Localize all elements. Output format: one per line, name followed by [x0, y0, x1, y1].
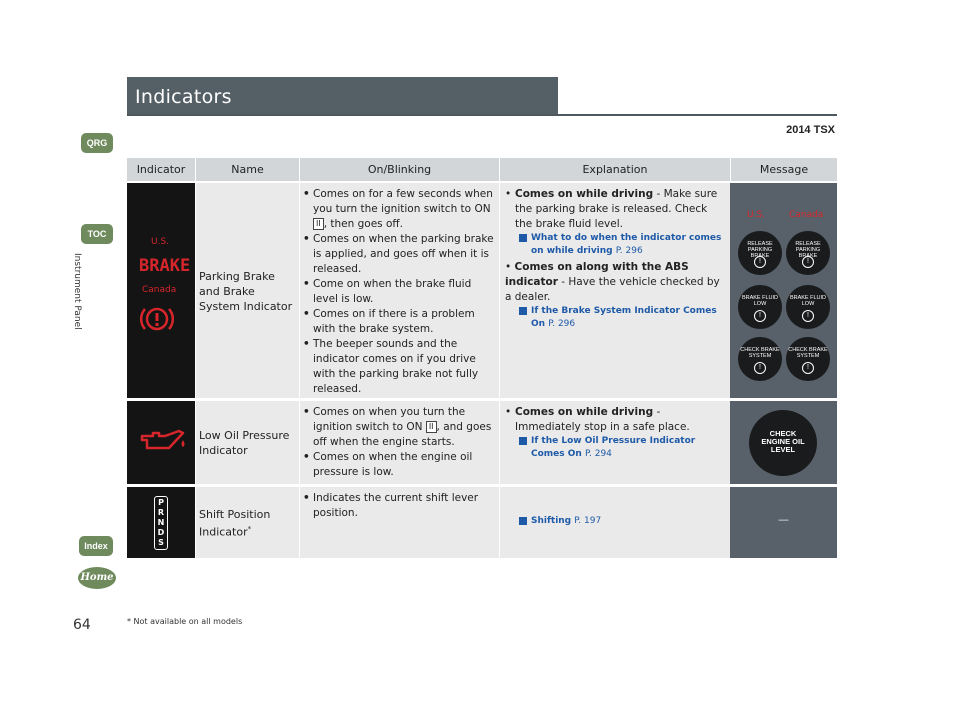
check-brake-message: CHECK BRAKE SYSTEM !	[786, 337, 830, 381]
list-item: • Comes on when the parking brake is applied, and goes off when it is released.	[303, 232, 497, 277]
explanation-text	[505, 405, 727, 461]
message-cell	[730, 183, 837, 398]
list-item: • Comes on when you turn the ignition switch to ON II , and goes off when the engine starts.	[303, 405, 497, 450]
divider	[299, 183, 300, 398]
toc-button[interactable]: TOC	[81, 224, 113, 244]
indicator-name: Parking Brake and Brake System Indicator	[199, 270, 293, 313]
on-blinking-list	[303, 491, 497, 521]
message-cell	[730, 487, 837, 558]
table-header	[127, 158, 837, 181]
index-button[interactable]: Index	[79, 536, 113, 556]
message-canada-label: Canada	[789, 210, 824, 220]
explanation-item: • Comes on along with the ABS indicator - Have the vehicle checked by a dealer.	[505, 261, 720, 303]
explanation-text	[505, 187, 727, 331]
brake-indicator-icon: BRAKE	[139, 256, 191, 276]
explanation-item: • Comes on while driving - Immediately stop in a safe place.	[505, 406, 690, 433]
explanation-text	[505, 515, 727, 528]
section-label: Instrument Panel	[72, 253, 82, 330]
header-message: Message	[759, 163, 809, 176]
message-us-label: U.S.	[747, 210, 766, 220]
indicator-name: Low Oil Pressure Indicator	[199, 429, 290, 457]
oil-can-icon	[139, 428, 187, 456]
check-engine-oil-message: CHECK ENGINE OIL LEVEL	[749, 410, 817, 476]
indicator-cell	[127, 401, 195, 484]
list-item: • Come on when the brake fluid level is low.	[303, 277, 497, 307]
xref-link[interactable]: What to do when the indicator comes on while driving P. 296	[515, 232, 727, 258]
xref-link[interactable]: If the Low Oil Pressure Indicator Comes On P. 294	[515, 435, 727, 461]
on-blinking-list	[303, 405, 497, 480]
header-rule	[127, 114, 837, 116]
table-row-oil-pressure	[127, 401, 837, 484]
divider	[299, 401, 300, 484]
divider	[499, 487, 500, 558]
model-label: 2014 TSX	[786, 124, 835, 136]
divider	[195, 401, 196, 484]
explanation-item: • Comes on while driving - Make sure the parking brake is released. Check the brake fluid level.	[505, 188, 718, 230]
header-name: Name	[231, 163, 264, 176]
divider	[195, 487, 196, 558]
no-message-dash: —	[778, 513, 789, 526]
page-number: 64	[73, 617, 91, 633]
footnote: * Not available on all models	[127, 617, 243, 626]
divider	[195, 183, 196, 398]
xref-link[interactable]: Shifting P. 197	[515, 515, 727, 528]
list-item: • Indicates the current shift lever position.	[303, 491, 497, 521]
indicator-cell	[127, 183, 195, 398]
header-on-blinking: On/Blinking	[367, 163, 432, 176]
divider	[499, 183, 500, 398]
list-item: • Comes on for a few seconds when you turn the ignition switch to ON II , then goes off.	[303, 187, 497, 232]
header-indicator: Indicator	[136, 163, 186, 176]
indicator-cell	[127, 487, 195, 558]
indicator-name: Shift Position Indicator*	[199, 508, 271, 539]
list-item: • Comes on when the engine oil pressure is low.	[303, 450, 497, 480]
ignition-key-icon: II	[426, 421, 437, 433]
header-explanation: Explanation	[582, 163, 648, 176]
brake-fluid-message: BRAKE FLUID LOW !	[786, 285, 830, 329]
check-brake-message: CHECK BRAKE SYSTEM !	[738, 337, 782, 381]
qrg-button[interactable]: QRG	[81, 133, 113, 153]
brake-fluid-message: BRAKE FLUID LOW !	[738, 285, 782, 329]
title-bar	[127, 77, 558, 114]
page-title: Indicators	[135, 86, 232, 108]
shift-position-icon: P R N D S	[154, 496, 168, 550]
list-item: • The beeper sounds and the indicator comes on if you drive with the parking brake not fully released.	[303, 337, 497, 397]
home-button[interactable]: Home	[78, 567, 116, 589]
table-row-parking-brake	[127, 183, 837, 398]
list-item: • Comes on if there is a problem with the brake system.	[303, 307, 497, 337]
ignition-key-icon: II	[313, 218, 324, 230]
release-brake-message: RELEASE PARKING BRAKE !	[738, 231, 782, 275]
divider	[499, 401, 500, 484]
message-cell	[730, 401, 837, 484]
us-label: U.S.	[151, 237, 170, 247]
xref-link[interactable]: If the Brake System Indicator Comes On P. 296	[515, 305, 727, 331]
divider	[299, 487, 300, 558]
brake-warning-icon	[140, 304, 174, 334]
table-row-shift-position	[127, 487, 837, 558]
release-brake-message: RELEASE PARKING BRAKE !	[786, 231, 830, 275]
canada-label: Canada	[142, 285, 177, 295]
on-blinking-list	[303, 187, 497, 397]
